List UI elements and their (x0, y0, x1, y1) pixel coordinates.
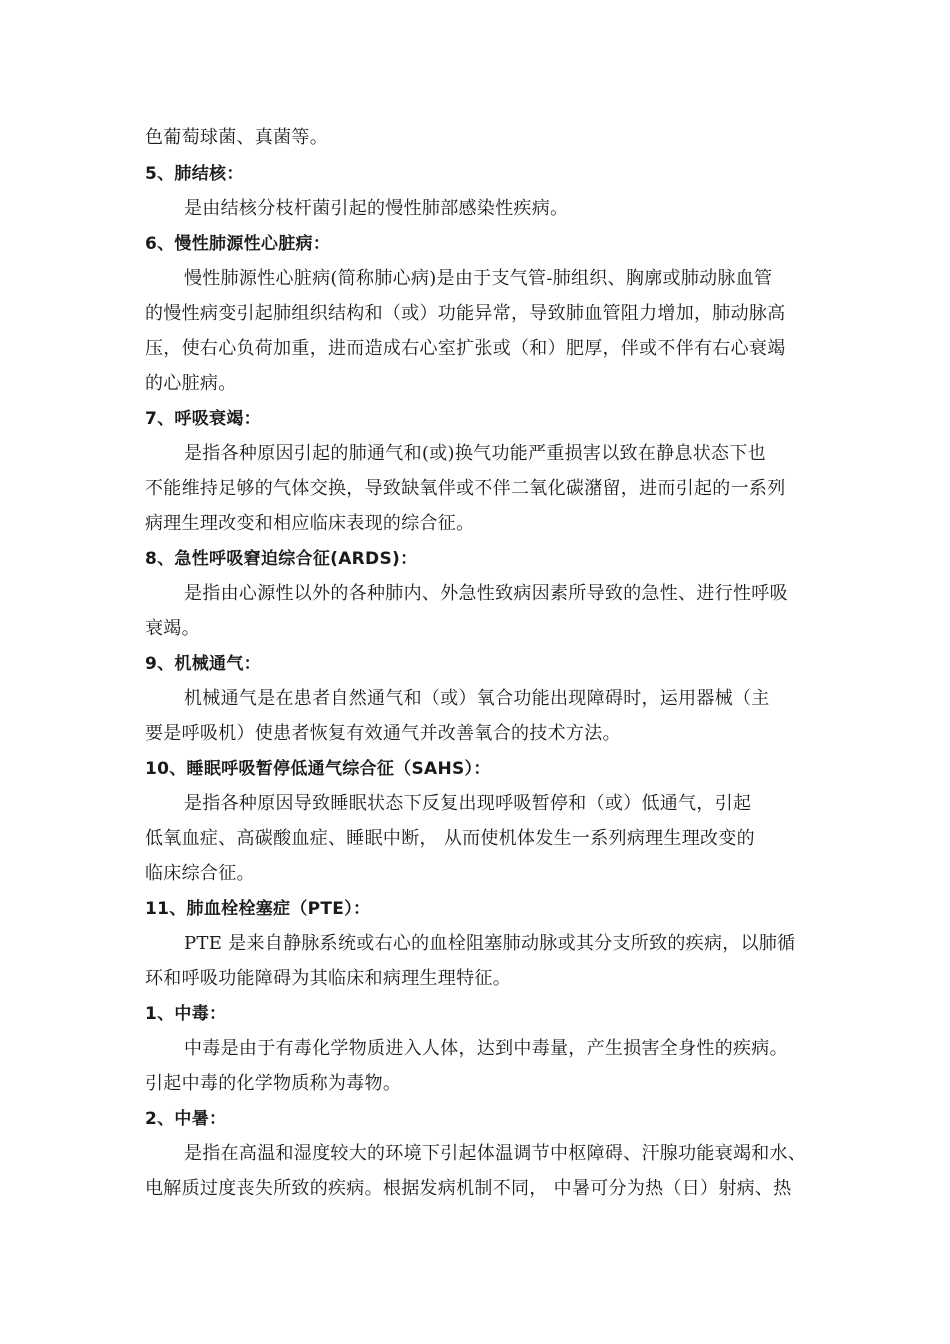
section-heading-mechanical-ventilation: 9、机械通气： (145, 654, 261, 674)
paragraph-line: 压，使右心负荷加重，进而造成右心室扩张或（和）肥厚，伴或不伴有右心衰竭 (145, 338, 786, 359)
paragraph-line: 是指各种原因引起的肺通气和(或)换气功能严重损害以致在静息状态下也 (184, 443, 766, 464)
section-heading-cor-pulmonale: 6、慢性肺源性心脏病： (145, 234, 331, 254)
paragraph-line: 是指各种原因导致睡眠状态下反复出现呼吸暂停和（或）低通气，引起 (184, 793, 752, 814)
paragraph-line: 不能维持足够的气体交换，导致缺氧伴或不伴二氧化碳潴留，进而引起的一系列 (145, 478, 786, 499)
paragraph-line: 的慢性病变引起肺组织结构和（或）功能异常，导致肺血管阻力增加，肺动脉高 (145, 303, 786, 324)
section-heading-pte: 11、肺血栓栓塞症（PTE）： (145, 899, 371, 919)
paragraph-line: 电解质过度丧失所致的疾病。根据发病机制不同， 中暑可分为热（日）射病、热 (145, 1178, 792, 1199)
paragraph-line: 衰竭。 (145, 618, 200, 639)
paragraph-line: 低氧血症、高碳酸血症、睡眠中断， 从而使机体发生一系列病理生理改变的 (145, 828, 755, 849)
paragraph-line: 的心脏病。 (145, 373, 237, 394)
paragraph-line: 中毒是由于有毒化学物质进入人体，达到中毒量，产生损害全身性的疾病。 (184, 1038, 788, 1059)
paragraph-line: 慢性肺源性心脏病(简称肺心病)是由于支气管-肺组织、胸廓或肺动脉血管 (184, 268, 773, 289)
paragraph-line: 环和呼吸功能障碍为其临床和病理生理特征。 (145, 968, 511, 989)
paragraph-line: 病理生理改变和相应临床表现的综合征。 (145, 513, 475, 534)
paragraph-line: 是指由心源性以外的各种肺内、外急性致病因素所导致的急性、进行性呼吸 (184, 583, 788, 604)
paragraph-line: 色葡萄球菌、真菌等。 (145, 127, 328, 148)
section-heading-poisoning: 1、中毒： (145, 1004, 227, 1024)
paragraph-line: 是由结核分枝杆菌引起的慢性肺部感染性疾病。 (184, 198, 569, 219)
paragraph-line: 临床综合征。 (145, 863, 255, 884)
paragraph-line: PTE 是来自静脉系统或右心的血栓阻塞肺动脉或其分支所致的疾病，以肺循 (184, 933, 796, 954)
section-heading-ards: 8、急性呼吸窘迫综合征(ARDS)： (145, 549, 418, 569)
paragraph-line: 机械通气是在患者自然通气和（或）氧合功能出现障碍时，运用器械（主 (184, 688, 770, 709)
section-heading-tuberculosis: 5、肺结核： (145, 164, 244, 184)
section-heading-respiratory-failure: 7、呼吸衰竭： (145, 409, 261, 429)
paragraph-line: 是指在高温和湿度较大的环境下引起体温调节中枢障碍、汗腺功能衰竭和水、 (184, 1143, 807, 1164)
paragraph-line: 引起中毒的化学物质称为毒物。 (145, 1073, 402, 1094)
section-heading-heatstroke: 2、中暑： (145, 1109, 227, 1129)
section-heading-sahs: 10、睡眠呼吸暂停低通气综合征（SAHS）： (145, 759, 491, 779)
paragraph-line: 要是呼吸机）使患者恢复有效通气并改善氧合的技术方法。 (145, 723, 621, 744)
